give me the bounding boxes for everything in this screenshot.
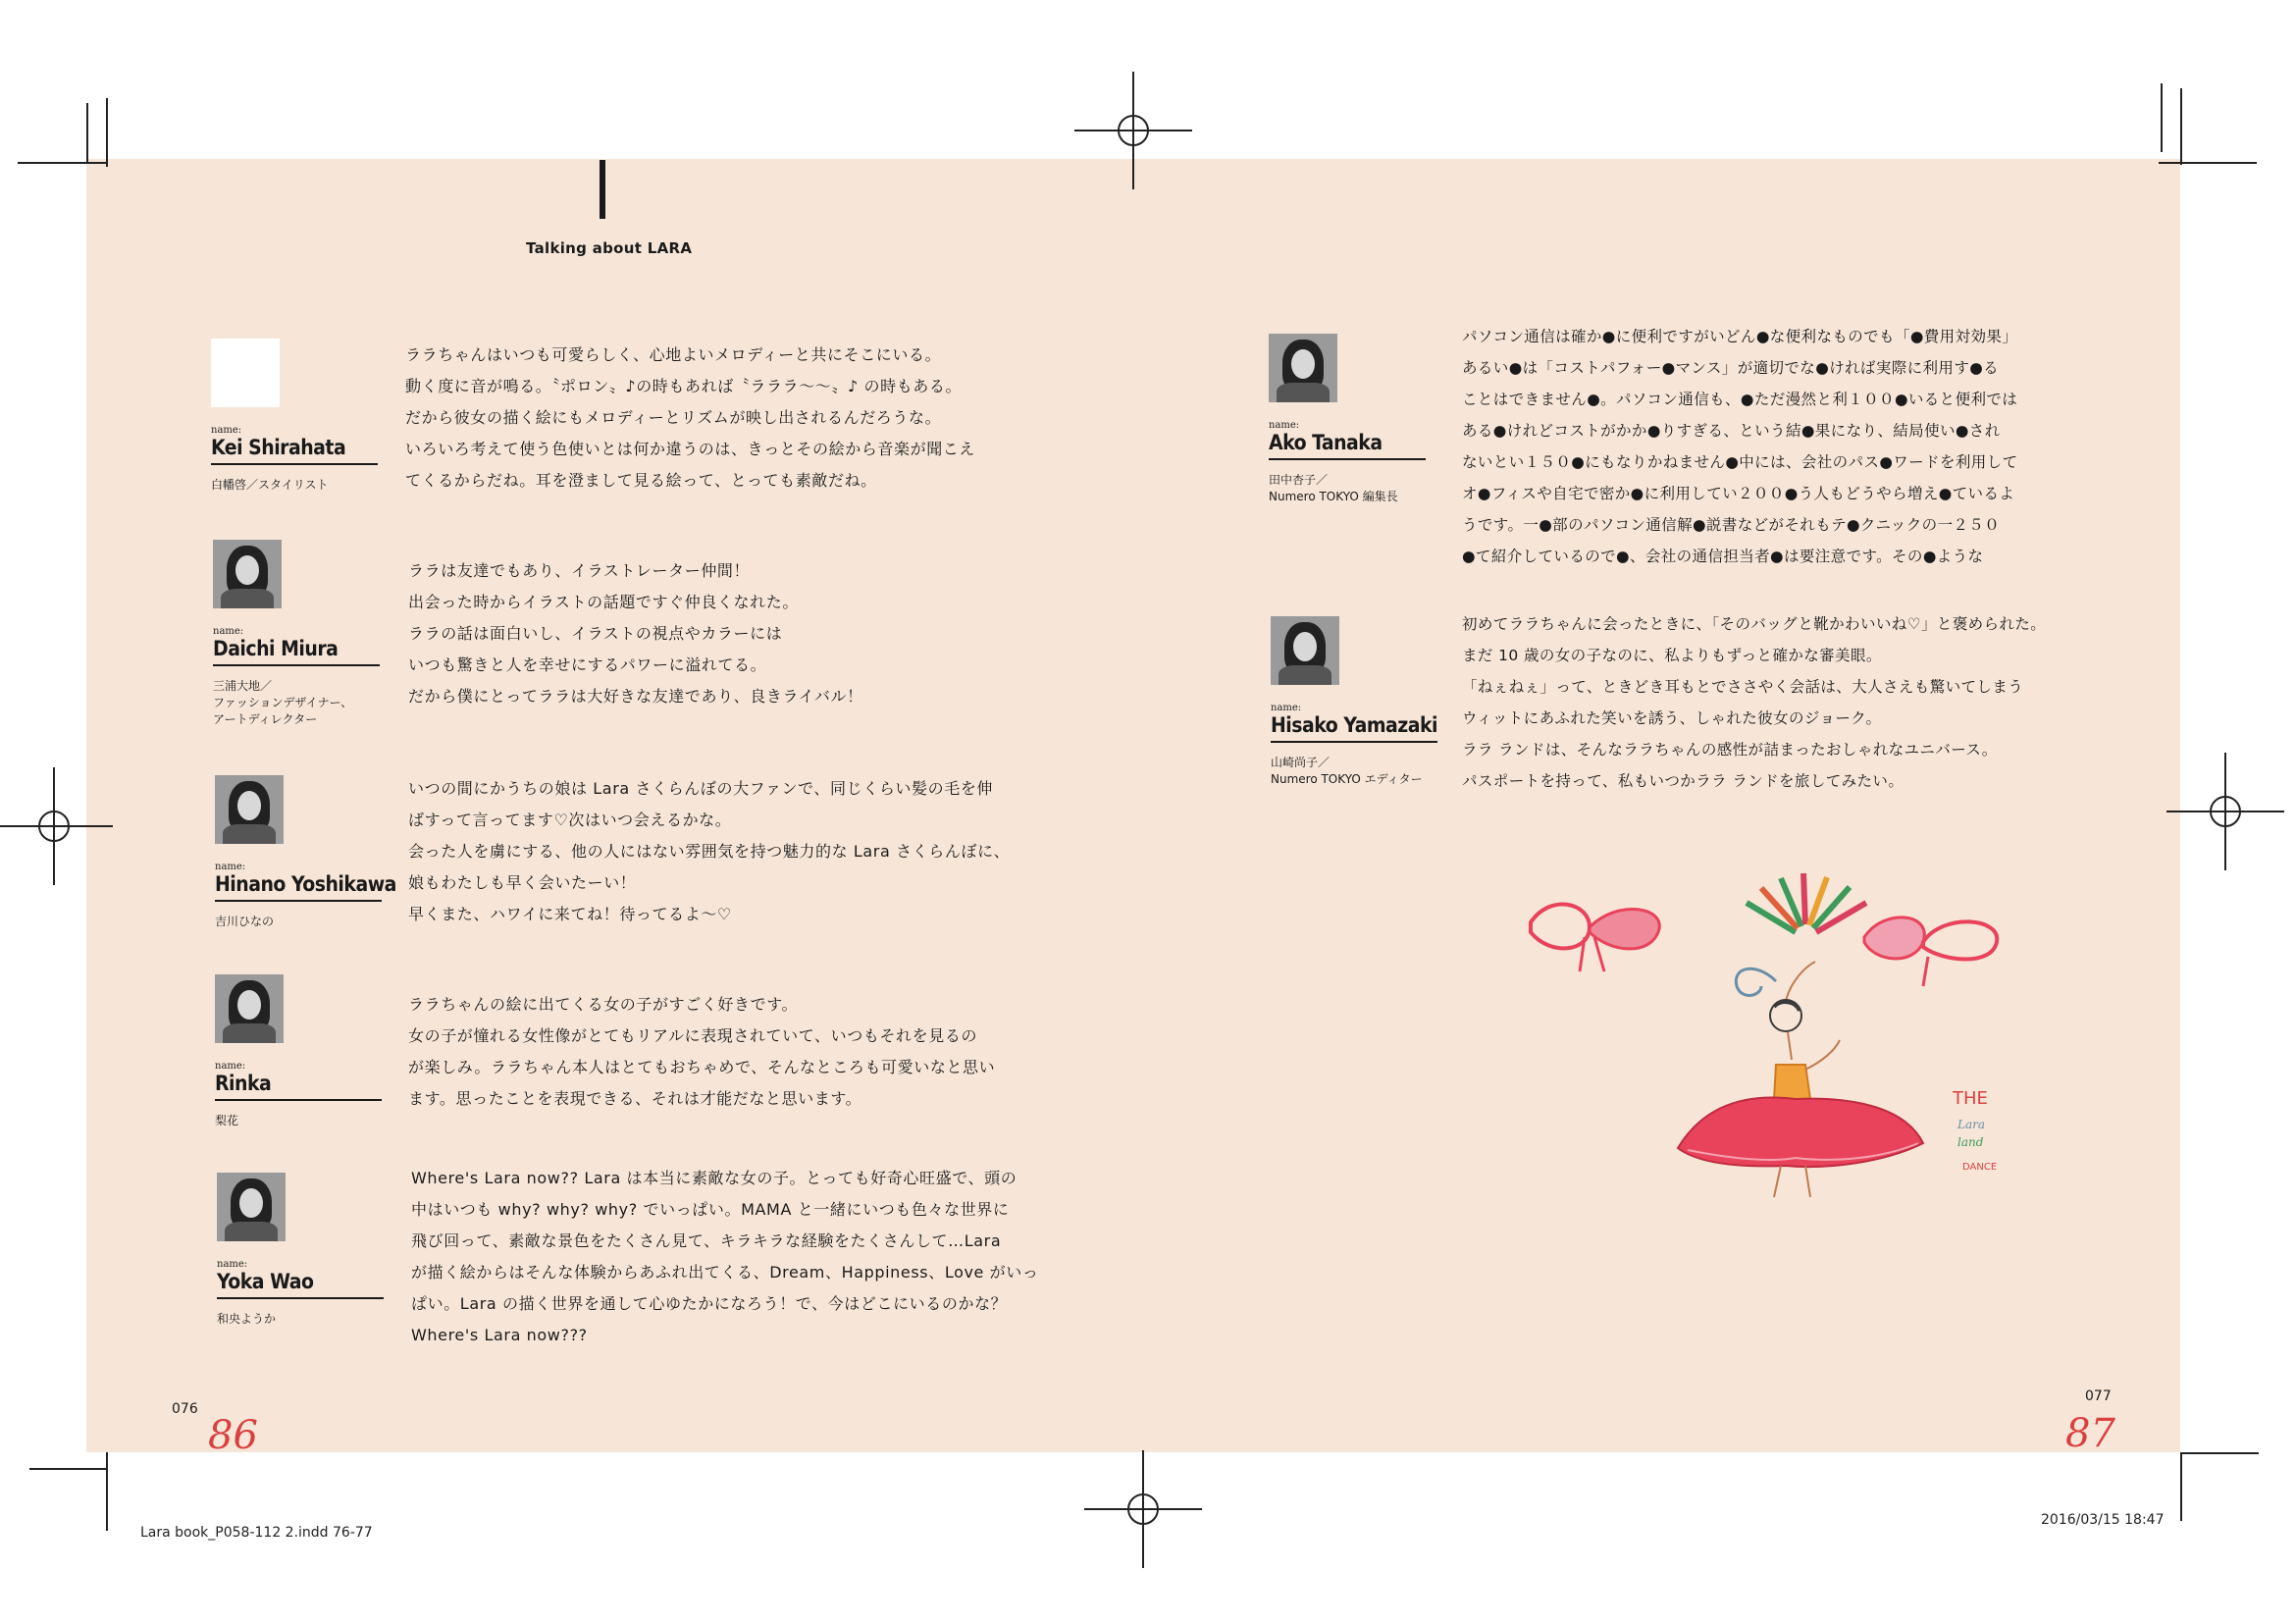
- text-line: ことはできません●。パソコン通信も、●ただ漫然と利１００●いると便利では: [1462, 391, 2018, 408]
- profile-kei-shirahata: [211, 339, 378, 494]
- text-line: パソコン通信は確か●に便利ですがいどん●な便利なものでも「●費用対効果」: [1462, 328, 2018, 345]
- person-name: Rinka: [215, 1072, 382, 1101]
- crop-mark: [86, 103, 88, 164]
- text-line: 飛び回って、素敵な景色をたくさん見て、キラキラな経験をたくさんして…Lara: [411, 1231, 1002, 1250]
- comment-yoka-wao: [411, 1163, 1038, 1351]
- text-line: 娘もわたしも早く会いたーい！: [408, 873, 637, 892]
- role-line: Numero TOKYO エディター: [1271, 772, 1423, 786]
- handwritten-page-left: 86: [208, 1413, 258, 1458]
- profile-hisako-yamazaki: [1271, 616, 1437, 788]
- text-line: いろいろ考えて使う色使いとは何か違うのは、きっとその絵から音楽が聞こえ: [405, 440, 976, 458]
- person-role: 吉川ひなの: [215, 915, 275, 928]
- text-line: いつも驚きと人を幸せにするパワーに溢れてる。: [408, 655, 767, 674]
- text-line: てくるからだね。耳を澄まして見る絵って、とっても素敵だね。: [405, 471, 877, 490]
- comment-kei-shirahata: [405, 340, 975, 497]
- footer-timestamp: 2016/03/15 18:47: [2041, 1512, 2165, 1528]
- text-line: 出会った時からイラストの話題ですぐ仲良くなれた。: [408, 593, 799, 611]
- person-name: Kei Shirahata: [211, 436, 378, 465]
- crop-mark: [2180, 1452, 2182, 1521]
- name-caption: name:: [1271, 703, 1302, 713]
- text-line: ウィットにあふれた笑いを誘う、しゃれた彼女のジョーク。: [1462, 709, 1882, 727]
- person-name: Ako Tanaka: [1269, 431, 1426, 460]
- text-line: オ●フィスや自宅で密か●に利用してい２００●う人もどうやら増え●ているよ: [1462, 485, 2015, 502]
- name-caption: name:: [213, 626, 244, 637]
- text-line: まだ 10 歳の女の子なのに、私よりもずっと確かな審美眼。: [1462, 647, 1882, 664]
- svg-text:Lara: Lara: [1957, 1118, 1986, 1131]
- text-line: ララちゃんはいつも可愛らしく、心地よいメロディーと共にそこにいる。: [405, 345, 942, 364]
- person-name: Daichi Miura: [213, 637, 380, 666]
- text-line: Where's Lara now???: [411, 1326, 588, 1344]
- person-role: 白幡啓／スタイリスト: [211, 478, 329, 492]
- person-role: [213, 678, 380, 728]
- svg-text:THE: THE: [1953, 1088, 1988, 1109]
- crop-mark: [106, 1452, 108, 1531]
- text-line: 会った人を虜にする、他の人にはない雰囲気を持つ魅力的な Lara さくらんぼに、: [408, 842, 1011, 861]
- text-line: だから僕にとってララは大好きな友達であり、良きライバル！: [408, 687, 863, 706]
- crop-mark: [2161, 83, 2163, 152]
- comment-daichi-miura: [408, 555, 863, 712]
- profile-ako-tanaka: [1269, 334, 1426, 505]
- text-line: ララは友達でもあり、イラストレーター仲間！: [408, 561, 751, 580]
- profile-hinano-yoshikawa: [215, 775, 396, 930]
- text-line: が描く絵からはそんな体験からあふれ出てくる、Dream、Happiness、Love がいっ: [411, 1263, 1039, 1282]
- registration-mark: [2196, 782, 2255, 841]
- registration-mark: [25, 797, 83, 856]
- portrait-photo: [215, 775, 284, 844]
- portrait-photo: [213, 540, 282, 608]
- text-line: 中はいつも why? why? why? でいっぱい。MAMA と一緒にいつも色々な世界に: [411, 1200, 1010, 1219]
- profile-yoka-wao: [217, 1173, 384, 1328]
- text-line: Where's Lara now?? Lara は本当に素敵な女の子。とっても好奇心旺盛で、頭の: [411, 1169, 1018, 1187]
- comment-hisako-yamazaki: [1462, 608, 2046, 797]
- dancer-illustration: [1511, 864, 2041, 1217]
- role-line: 田中杏子／: [1269, 473, 1329, 487]
- crop-mark: [2180, 1452, 2259, 1454]
- text-line: ララちゃんの絵に出てくる女の子がすごく好きです。: [408, 995, 799, 1014]
- registration-mark: [1104, 101, 1163, 160]
- name-caption: name:: [217, 1259, 248, 1270]
- comment-rinka: [408, 989, 995, 1115]
- person-name: Yoka Wao: [217, 1270, 384, 1299]
- text-line: あるい●は「コストパフォー●マンス」が適切でな●ければ実際に利用す●る: [1462, 359, 2000, 377]
- text-line: が楽しみ。ララちゃん本人はとてもおちゃめで、そんなところも可愛いなと思い: [408, 1058, 996, 1076]
- name-caption: name:: [215, 862, 246, 872]
- section-title: Talking about LARA: [526, 239, 693, 257]
- text-line: 早くまた、ハワイに来てね！待ってるよ〜♡: [408, 905, 732, 923]
- text-line: 「ねぇねぇ」って、ときどき耳もとでささやく会話は、大人さえも驚いてしまう: [1462, 678, 2024, 696]
- role-line: ファッションデザイナー、: [213, 696, 353, 709]
- person-role: 和央ようか: [217, 1312, 277, 1326]
- svg-text:land: land: [1957, 1135, 1984, 1149]
- text-line: パスポートを持って、私もいつかララ ランドを旅してみたい。: [1462, 772, 1905, 790]
- name-caption: name:: [1269, 420, 1300, 431]
- footer-filename: Lara book_P058-112 2.indd 76-77: [140, 1525, 373, 1541]
- role-line: アートディレクター: [213, 712, 318, 726]
- name-caption: name:: [215, 1061, 246, 1072]
- crop-mark: [2180, 88, 2182, 165]
- text-line: 動く度に音が鳴る。〝ポロン〟♪の時もあれば〝ラララ〜〜〟♪ の時もある。: [405, 377, 963, 395]
- text-line: 初めてララちゃんに会ったときに、「そのバッグと靴かわいいね♡」と褒められた。: [1462, 615, 2047, 633]
- page-number-right: 077: [2085, 1388, 2112, 1404]
- comment-hinano-yoshikawa: [408, 773, 1010, 930]
- portrait-photo: [1271, 616, 1339, 685]
- comment-ako-tanaka: [1462, 321, 2017, 572]
- portrait-photo: [1269, 334, 1337, 402]
- name-caption: name:: [211, 425, 242, 436]
- portrait-photo: [215, 974, 284, 1043]
- text-line: ララの話は面白いし、イラストの視点やカラーには: [408, 624, 783, 643]
- portrait-photo: [217, 1173, 286, 1241]
- crop-mark: [2159, 162, 2257, 164]
- text-line: ます。思ったことを表現できる、それは才能だなと思います。: [408, 1089, 862, 1108]
- text-line: ●て紹介しているので●、会社の通信担当者●は要注意です。その●ような: [1462, 548, 1984, 565]
- blank-photo: [211, 339, 280, 407]
- person-role: [1271, 755, 1437, 788]
- role-line: Numero TOKYO 編集長: [1269, 490, 1398, 503]
- profile-daichi-miura: [213, 540, 380, 728]
- person-name: Hisako Yamazaki: [1271, 713, 1437, 743]
- profile-rinka: [215, 974, 382, 1129]
- text-line: いつの間にかうちの娘は Lara さくらんぼの大ファンで、同じくらい髪の毛を伸: [408, 779, 994, 798]
- role-line: 山崎尚子／: [1271, 756, 1331, 769]
- text-line: 女の子が憧れる女性像がとてもリアルに表現されていて、いつもそれを見るの: [408, 1026, 978, 1045]
- text-line: ばすって言ってます♡次はいつ会えるかな。: [408, 811, 732, 829]
- crop-mark: [106, 98, 108, 167]
- text-line: ある●けれどコストがかか●りすぎる、という結●果になり、結局使い●され: [1462, 422, 2001, 440]
- crop-mark: [18, 162, 108, 164]
- registration-mark: [1114, 1480, 1173, 1539]
- crop-mark: [29, 1468, 106, 1470]
- person-name: Hinano Yoshikawa: [215, 872, 382, 902]
- svg-text:DANCE: DANCE: [1962, 1162, 1998, 1173]
- text-line: うです。一●部のパソコン通信解●説書などがそれもテ●クニックの一２５０: [1462, 516, 2001, 534]
- person-role: [1269, 472, 1426, 505]
- header-bar: [600, 160, 605, 219]
- text-line: ぱい。Lara の描く世界を通して心ゆたかになろう！で、今はどこにいるのかな？: [411, 1294, 1008, 1313]
- person-role: 梨花: [215, 1114, 239, 1127]
- handwritten-page-right: 87: [2065, 1411, 2115, 1456]
- text-line: ララ ランドは、そんなララちゃんの感性が詰まったおしゃれなユニバース。: [1462, 741, 1998, 759]
- text-line: ないとい１５０●にもなりかねません●中には、会社のパス●ワードを利用して: [1462, 453, 2018, 471]
- page-number-left: 076: [172, 1401, 198, 1417]
- role-line: 三浦大地／: [213, 679, 273, 693]
- text-line: だから彼女の描く絵にもメロディーとリズムが映し出されるんだろうな。: [405, 408, 942, 427]
